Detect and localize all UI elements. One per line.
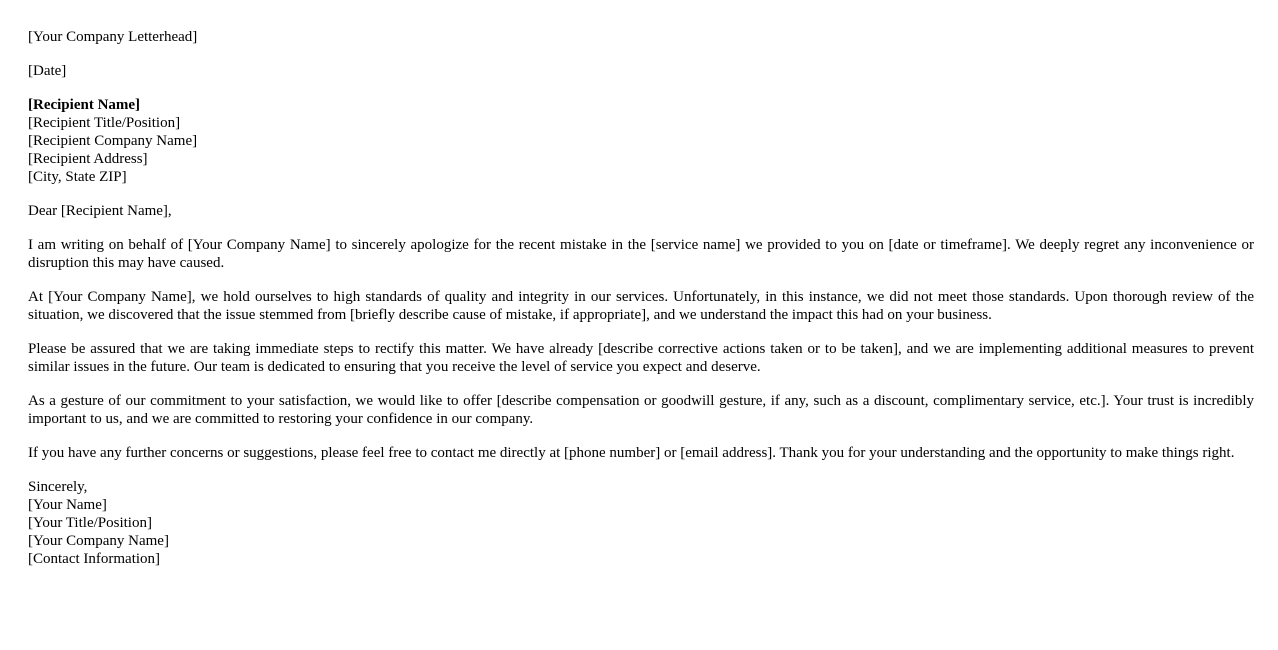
body-paragraph-2: At [Your Company Name], we hold ourselves to high standards of quality and integrity in our services. Unfortunately, in this instance, we did not meet those standards. Upon thorough review of the situation, we discovered that the issue stemmed from [briefly describe cause of mistake, if appropriate], and we understand the impact this had on your business. xyxy=(28,289,1254,323)
body-paragraph-5: If you have any further concerns or suggestions, please feel free to contact me directly at [phone number] or [email address]. Thank you for your understanding and the opportunity to make things right. xyxy=(28,445,1235,461)
body-paragraph-3: Please be assured that we are taking immediate steps to rectify this matter. We have already [describe corrective actions taken or to be taken], and we are implementing additional measures to prevent similar issues in the future. Our team is dedicated to ensuring that you receive the level of service you expect and deserve. xyxy=(28,341,1254,375)
recipient-block xyxy=(28,96,1254,186)
letter-document xyxy=(28,28,1254,584)
sender-title: [Your Title/Position] xyxy=(28,515,152,531)
recipient-city-state-zip: [City, State ZIP] xyxy=(28,169,127,185)
recipient-address: [Recipient Address] xyxy=(28,151,148,167)
body-paragraph-1: I am writing on behalf of [Your Company Name] to sincerely apologize for the recent mistake in the [service name] we provided to you on [date or timeframe]. We deeply regret any inconvenience or disruption this may have caused. xyxy=(28,237,1254,271)
salutation-block xyxy=(28,202,1254,220)
company-letterhead: [Your Company Letterhead] xyxy=(28,29,198,45)
recipient-name: [Recipient Name] xyxy=(28,97,141,113)
sender-company: [Your Company Name] xyxy=(28,533,169,549)
body-paragraph-4: As a gesture of our commitment to your satisfaction, we would like to offer [describe compensation or goodwill gesture, if any, such as a discount, complimentary service, etc.]. Your trust is incredibly important to us, and we are committed to restoring your confidence in our company. xyxy=(28,393,1254,427)
date-block xyxy=(28,62,1254,80)
sender-name: [Your Name] xyxy=(28,497,107,513)
letter-date: [Date] xyxy=(28,63,67,79)
recipient-company: [Recipient Company Name] xyxy=(28,133,198,149)
letterhead-block xyxy=(28,28,1254,46)
salutation: Dear [Recipient Name], xyxy=(28,203,172,219)
recipient-title: [Recipient Title/Position] xyxy=(28,115,181,131)
sender-contact: [Contact Information] xyxy=(28,551,161,567)
sign-off: Sincerely, xyxy=(28,479,88,495)
closing-block xyxy=(28,478,1254,568)
